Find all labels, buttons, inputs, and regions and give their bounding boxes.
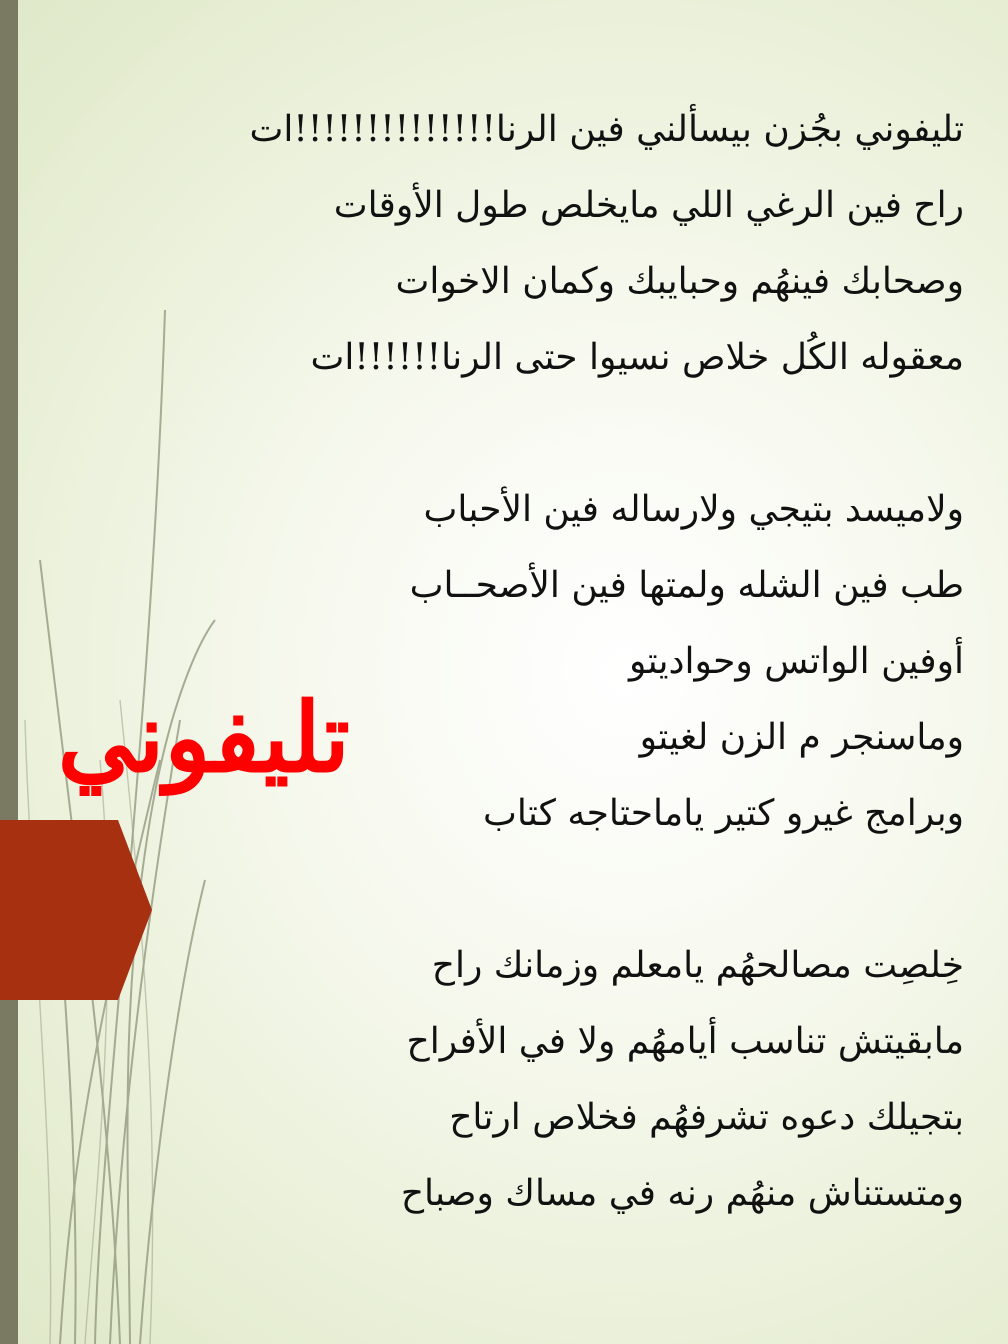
poem-line: خِلصِت مصالحهُم يامعلم وزمانك راح bbox=[431, 945, 964, 986]
poem-line: مابقيتش تناسب أيامهُم ولا في الأفراح bbox=[406, 1021, 964, 1062]
stanza-2 bbox=[344, 472, 964, 852]
poem-line: وبرامج غيرو كتير ياماحتاجه كتاب bbox=[483, 793, 964, 834]
stanza-1 bbox=[249, 92, 964, 396]
poem-line: راح فين الرغي اللي مايخلص طول الأوقات bbox=[333, 185, 964, 226]
left-accent-bar bbox=[0, 0, 18, 1344]
poem-line: ومتستناش منهُم رنه في مساك وصباح bbox=[400, 1173, 964, 1214]
poem-line: بتجيلك دعوه تشرفهُم فخلاص ارتاح bbox=[449, 1097, 964, 1138]
poem-line: أوفين الواتس وحواديتو bbox=[629, 641, 964, 682]
tab-shape bbox=[0, 820, 152, 1000]
stanza-3 bbox=[344, 928, 964, 1232]
red-hexagon-tab bbox=[0, 820, 152, 1000]
poem-body bbox=[249, 92, 964, 1232]
poem-line: تليفوني بجُزن بيسألني فين الرنا!!!!!!!!!!!!!!ات bbox=[249, 109, 964, 150]
grass-stems-decoration bbox=[0, 0, 260, 1344]
poem-line: طب فين الشله ولمتها فين الأصحــاب bbox=[409, 565, 964, 606]
poem-line: ولاميسد بتيجي ولارساله فين الأحباب bbox=[423, 489, 964, 530]
poem-line: وماسنجر م الزن لغيتو bbox=[639, 717, 964, 758]
page-title: تليفوني bbox=[57, 681, 350, 794]
poem-line: معقوله الكُل خلاص نسيوا حتى الرنا!!!!!!ات bbox=[310, 337, 964, 378]
poem-line: وصحابك فينهُم وحبايبك وكمان الاخوات bbox=[395, 261, 964, 302]
